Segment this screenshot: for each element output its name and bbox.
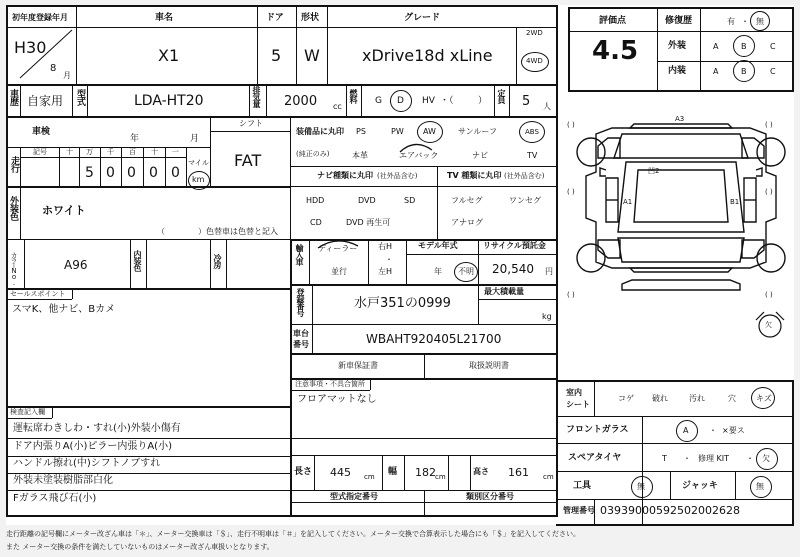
- mileage-digit: 0: [127, 165, 136, 181]
- spare-missing: 欠: [762, 454, 770, 463]
- check-line: 外装未塗装樹脂部白化: [13, 475, 113, 486]
- capacity-value: 5: [522, 94, 531, 109]
- sales-label: セールスポイント: [10, 290, 66, 298]
- score-label: 評価点: [599, 16, 627, 26]
- equip-sunroof: サンルーフ: [458, 127, 497, 136]
- grade-label: グレード: [404, 13, 441, 23]
- chassis-value: WBAHT920405L21700: [366, 332, 502, 346]
- equip-airbag: エアバック: [399, 151, 439, 160]
- color-no-value: A96: [64, 258, 88, 272]
- interior-sheet-label-2: シート: [566, 400, 590, 409]
- jack-none-circle: [750, 476, 772, 498]
- import-dealer: ディーラー: [318, 244, 358, 253]
- fuel-label: 燃料: [349, 89, 358, 103]
- mile-label: マイル: [188, 159, 209, 167]
- navi-dvd: DVD: [358, 196, 376, 205]
- management-label: 管理番号: [563, 506, 595, 515]
- diagram-mark-a3: A3: [675, 115, 685, 123]
- diagram-mark-b1: B1: [730, 198, 740, 206]
- spare-dot2: ・: [746, 454, 754, 463]
- usage-value: 自家用: [27, 94, 64, 108]
- displacement-value: 2000: [284, 94, 318, 109]
- digit-label-1: 十: [66, 148, 73, 156]
- color-note-open: （: [157, 227, 165, 236]
- navi-hdd: HDD: [306, 196, 325, 205]
- mileage-digit: 0: [171, 165, 180, 181]
- width-value: 182: [415, 466, 436, 479]
- import-left: 左H: [378, 267, 393, 276]
- diagram-bracket: ( ): [567, 121, 575, 129]
- digit-label-0: 記号: [33, 148, 47, 156]
- repair-label: 修復歴: [665, 16, 693, 26]
- equip-abs: ABS: [525, 128, 539, 136]
- color-value: ホワイト: [42, 204, 86, 217]
- fuel-hv: HV: [422, 96, 435, 106]
- shape-label: 形状: [301, 13, 320, 23]
- import-dot: ・: [385, 255, 393, 264]
- recycle-label: リサイクル預託金: [483, 241, 546, 250]
- equip-leather: 本革: [352, 151, 368, 160]
- wheel-rear-right: [757, 244, 785, 272]
- missing-marks: [756, 312, 784, 320]
- first-reg-month: 8: [50, 63, 57, 74]
- model-year-unit: 年: [434, 267, 442, 276]
- diagram-bracket: ( ): [567, 188, 575, 196]
- equipment-label: 装備品に丸印: [296, 127, 344, 136]
- jack-none: 無: [756, 482, 764, 491]
- drive-2wd: 2WD: [526, 29, 543, 37]
- windshield-replace: ×要ス: [722, 426, 745, 435]
- height-label: 高さ: [473, 467, 489, 476]
- ac-label: 冷房: [213, 254, 222, 268]
- door-label: ドア: [266, 13, 284, 23]
- car-name-label: 車名: [155, 13, 174, 23]
- sheet-yabure: 破れ: [652, 394, 668, 403]
- import-label: 輸入車: [295, 244, 304, 265]
- registration-label: 登録番号: [296, 288, 305, 316]
- navi-cd: CD: [310, 218, 322, 227]
- check-line: ドア内張りA(小)ピラー内張りA(小): [13, 441, 172, 452]
- payload-kg: kg: [542, 312, 552, 321]
- diagram-missing: 欠: [765, 321, 772, 329]
- cc-unit: cc: [333, 102, 342, 111]
- equip-ps: PS: [356, 127, 366, 136]
- notice-label: 注意事項・不具合箇所: [295, 380, 365, 388]
- length-unit: cm: [364, 473, 375, 481]
- windshield-dot: ・: [709, 426, 717, 435]
- interior-c: C: [770, 67, 776, 76]
- width-label: 幅: [388, 467, 398, 477]
- diagram-bracket: ( ): [765, 121, 773, 129]
- interior-color-label: 内装色: [133, 250, 142, 271]
- sheet-ana: 穴: [728, 394, 736, 403]
- windshield-a: A: [683, 426, 689, 435]
- import-parallel: 並行: [331, 267, 347, 276]
- shift-label: シフト: [239, 119, 263, 128]
- sheet-koge: コゲ: [618, 394, 634, 403]
- sheet-kizu: キズ: [756, 394, 772, 403]
- import-right: 右H: [378, 242, 393, 251]
- hood: [614, 134, 748, 158]
- tv-fullseg: フルセグ: [451, 196, 483, 205]
- mileage-label: 走行: [9, 156, 19, 172]
- checks-label: 検査記入欄: [10, 408, 45, 416]
- chassis-label-2: 番号: [293, 340, 309, 349]
- sales-value: スマK、他ナビ、Bカメ: [12, 304, 116, 315]
- fuel-other: ・（: [440, 96, 454, 106]
- length-label: 長さ: [294, 467, 313, 477]
- exterior-label: 外装: [668, 41, 687, 51]
- exterior-c: C: [770, 42, 776, 51]
- first-reg-year: H30: [14, 38, 47, 57]
- width-unit: cm: [435, 473, 446, 481]
- fuel-close: ）: [478, 96, 488, 106]
- footer-line-2: また メーター交換の条件を満たしていないものはメーター改ざん車扱いとなります。: [6, 543, 274, 551]
- manual-label: 取扱説明書: [469, 361, 509, 370]
- windshield-label: フロントガラス: [566, 425, 629, 435]
- digit-label-6: 一: [172, 148, 179, 156]
- check-line: 運転席わきしわ・すれ(小)外装小傷有: [13, 423, 181, 434]
- jack-label: ジャッキ: [682, 481, 718, 491]
- wheel-front-left: [577, 138, 605, 166]
- equip-navi: ナビ: [472, 151, 488, 160]
- recycle-unit: 円: [545, 267, 553, 276]
- spare-kit: 修理 KIT: [698, 454, 730, 463]
- type-number-label: 型式指定番号: [330, 492, 378, 501]
- first-reg-label: 初年度登録年月: [12, 13, 68, 22]
- repair-dot: ・: [741, 17, 749, 26]
- equip-pw: PW: [391, 127, 404, 136]
- height-unit: cm: [543, 473, 554, 481]
- payload-label: 最大積載量: [484, 287, 524, 296]
- model-year-label: モデル年式: [418, 241, 458, 250]
- digit-label-5: 十: [151, 148, 158, 156]
- spare-dot: ・: [683, 454, 691, 463]
- tools-label: 工具: [573, 481, 592, 491]
- diagram-bracket: ( ): [567, 291, 575, 299]
- equip-tv: TV: [527, 151, 538, 160]
- fuel-g: G: [375, 96, 382, 106]
- rear-bumper: [630, 268, 732, 272]
- recycle-value: 20,540: [492, 262, 534, 276]
- diagram-mark-dent: 凹2: [648, 167, 660, 175]
- fuel-d: D: [397, 96, 404, 106]
- inspection-month: 月: [190, 134, 200, 144]
- roof: [634, 167, 728, 222]
- sheet-kizu-circle: [751, 387, 775, 409]
- km-label: km: [192, 175, 205, 184]
- repair-yes: 有: [727, 17, 735, 26]
- model-label: 型式: [75, 89, 85, 105]
- front-bumper: [630, 124, 732, 128]
- color-note: ）色替車は色替と記入: [198, 227, 278, 236]
- door-count: 5: [271, 46, 282, 65]
- inspection-year: 年: [130, 134, 140, 144]
- class-number-label: 類別区分番号: [466, 492, 514, 501]
- check-line: Fガラス飛び石(小): [13, 493, 97, 504]
- digit-label-2: 万: [86, 148, 93, 156]
- management-value: 03939000592502002628: [600, 504, 740, 517]
- wheel-front-right: [757, 138, 785, 166]
- navi-sd: SD: [404, 196, 416, 205]
- exterior-a: A: [713, 42, 719, 51]
- digit-label-3: 千: [107, 148, 114, 156]
- mirror-right: [756, 168, 762, 176]
- exterior-b: B: [741, 42, 747, 51]
- capacity-unit: 人: [543, 102, 551, 111]
- interior-sheet-label-1: 室内: [566, 388, 582, 397]
- inspection-label: 車検: [32, 127, 51, 137]
- color-label: 外装色: [8, 196, 18, 220]
- model-value: LDA-HT20: [134, 93, 204, 109]
- shift-value: FAT: [234, 151, 262, 170]
- mileage-digit: 0: [106, 165, 115, 181]
- navi-dvd-play: DVD 再生可: [346, 218, 391, 227]
- equipment-sub: (純正のみ): [296, 150, 330, 158]
- length-value: 445: [330, 466, 351, 479]
- spare-t: T: [662, 454, 667, 463]
- drive-4wd: 4WD: [526, 57, 543, 65]
- check-line: ハンドル擦れ(中)シフトノブすれ: [13, 458, 161, 469]
- warranty-label: 新車保証書: [338, 361, 378, 370]
- tv-analog: アナログ: [451, 218, 483, 227]
- digit-label-4: 百: [129, 148, 136, 156]
- registration-value: 水戸351の0999: [354, 296, 451, 311]
- equip-aw: AW: [423, 127, 436, 136]
- body-shape: W: [304, 46, 320, 65]
- height-value: 161: [508, 466, 529, 479]
- notice-value: フロアマットなし: [297, 394, 377, 405]
- score-value: 4.5: [592, 36, 639, 66]
- sheet-yogore: 汚れ: [689, 394, 705, 403]
- spare-missing-circle: [756, 448, 778, 470]
- body-outline: [586, 128, 776, 268]
- capacity-label: 定員: [497, 89, 506, 103]
- grade-value: xDrive18d xLine: [362, 46, 493, 65]
- footer-line-1: 走行距離の記号欄にメーター改ざん車は「＊」、メーター交換車は「＄」、走行不明車は「＃」を記入してください。メーター交換で合算表示した場合にも「＄」を記入してください。: [6, 530, 580, 538]
- wheel-rear-left: [577, 244, 605, 272]
- repair-no: 無: [756, 17, 764, 26]
- tv-label: TV 種類に丸印: [447, 171, 502, 180]
- diagram-bracket: ( ): [765, 188, 773, 196]
- diagram-mark-a1: A1: [623, 198, 633, 206]
- month-unit: 月: [63, 71, 71, 80]
- rear-panel: [622, 280, 740, 290]
- interior-label: 内装: [668, 66, 687, 76]
- diagram-bracket: ( ): [765, 291, 773, 299]
- car-name: X1: [158, 46, 180, 65]
- interior-b: B: [741, 67, 747, 76]
- tools-none: 無: [637, 482, 645, 491]
- usage-label: 車歴: [8, 89, 18, 105]
- interior-a: A: [713, 67, 719, 76]
- displacement-label: 排気量: [252, 86, 261, 107]
- trunk: [618, 238, 744, 262]
- mirror-left: [600, 168, 606, 176]
- chassis-label-1: 車台: [293, 329, 309, 338]
- color-no-label: カラーNo.: [10, 252, 18, 285]
- mileage-digit: 0: [149, 165, 158, 181]
- navi-label: ナビ種類に丸印: [317, 171, 373, 180]
- windshield-a-circle: [676, 420, 698, 442]
- spare-label: スペアタイヤ: [568, 453, 622, 463]
- tools-none-circle: [631, 476, 653, 498]
- navi-sub: (社外品含む): [377, 172, 418, 180]
- model-year-unknown: 不明: [458, 267, 474, 276]
- tv-sub: (社外品含む): [504, 172, 545, 180]
- tv-oneseg: ワンセグ: [509, 196, 541, 205]
- mileage-digit: 5: [85, 165, 94, 181]
